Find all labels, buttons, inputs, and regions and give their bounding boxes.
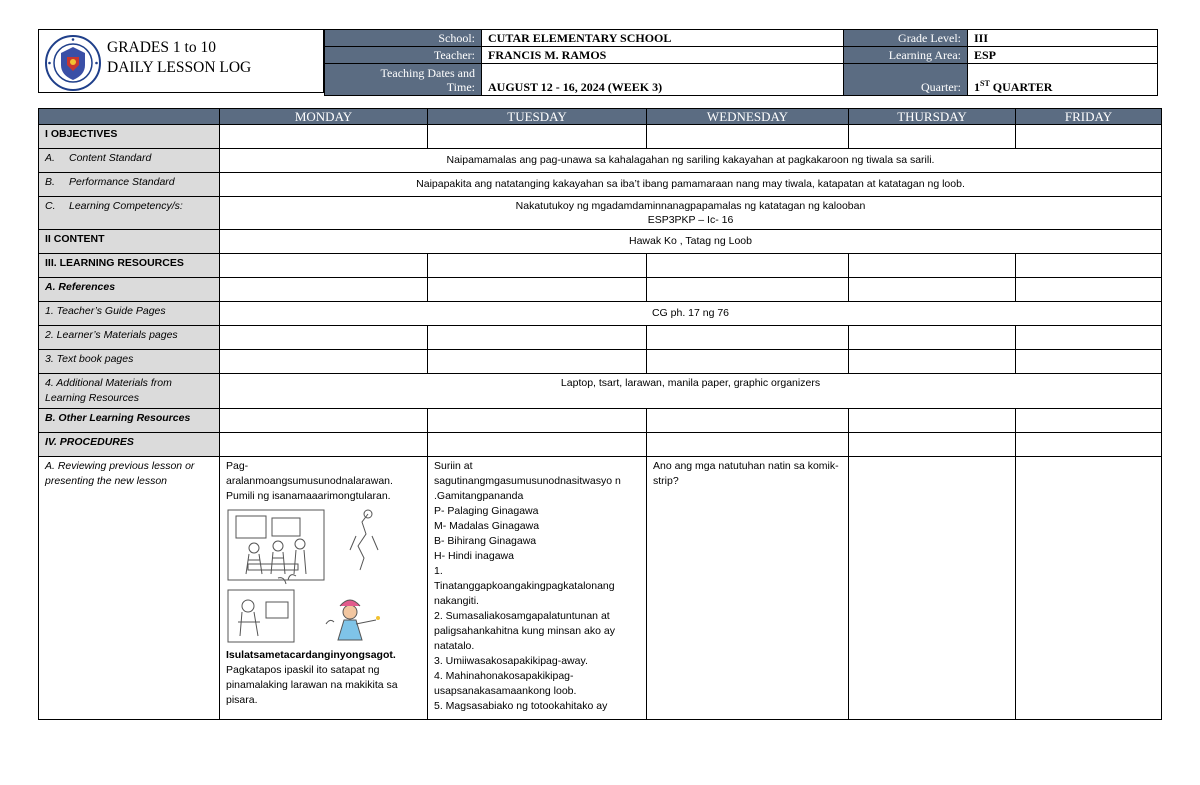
row-objectives <box>39 125 1162 149</box>
school-value: CUTAR ELEMENTARY SCHOOL <box>482 30 844 47</box>
letter-c: C. <box>45 200 56 212</box>
header-info-table <box>324 29 1158 96</box>
tuesday-line-7: Tinatanggapkoangakingpagkatalonang nakangiti. <box>434 580 615 607</box>
tuesday-review-cell <box>428 457 647 720</box>
deped-seal-icon <box>45 35 101 91</box>
row-additional-materials <box>39 374 1162 409</box>
title-line-2: DAILY LESSON LOG <box>107 59 252 76</box>
wednesday-review-cell <box>647 457 849 720</box>
content-value: Hawak Ko , Tatag ng Loob <box>220 230 1162 254</box>
tuesday-line-4: B- Bihirang Ginagawa <box>434 535 537 547</box>
monday-line-3: Pumili ng isanamaaarimongtularan. <box>226 490 391 502</box>
area-label: Learning Area: <box>844 47 968 64</box>
tuesday-line-2: P- Palaging Ginagawa <box>434 505 539 517</box>
cell-empty <box>1016 125 1162 149</box>
cell-empty <box>849 326 1016 350</box>
cell-empty <box>647 254 849 278</box>
cell-empty <box>647 125 849 149</box>
label-content: II CONTENT <box>39 230 220 254</box>
cell-empty <box>220 254 428 278</box>
label-other-resources: B. Other Learning Resources <box>39 409 220 433</box>
corner-cell <box>39 109 220 125</box>
log-title <box>107 38 251 78</box>
header-title-box <box>38 29 324 93</box>
tuesday-line-10: 4. Mahinahonakosapakikipag-usapsanakasamaankong loob. <box>434 670 577 697</box>
cell-empty <box>647 433 849 457</box>
quarter-label: Quarter: <box>844 64 968 96</box>
label-textbook: 3. Text book pages <box>39 350 220 374</box>
letter-b: B. <box>45 176 55 188</box>
label-teachers-guide: 1. Teacher’s Guide Pages <box>39 302 220 326</box>
competency-line-1: Nakatutukoy ng mgadamdaminnanagpapamalas ng katatagan ng kalooban <box>515 200 866 212</box>
thursday-review-cell <box>849 457 1016 720</box>
title-line-1: GRADES 1 to 10 <box>107 39 216 56</box>
row-procedures <box>39 433 1162 457</box>
teacher-label: Teacher: <box>325 47 482 64</box>
area-value: ESP <box>968 47 1158 64</box>
row-references <box>39 278 1162 302</box>
quarter-value <box>968 64 1158 96</box>
cell-empty <box>1016 278 1162 302</box>
cell-empty <box>849 278 1016 302</box>
row-performance-standard <box>39 173 1162 197</box>
cell-empty <box>647 326 849 350</box>
cell-empty <box>647 350 849 374</box>
tuesday-line-11: 5. Magsasabiako ng totookahitako ay <box>434 700 608 712</box>
performance-standard-text: Performance Standard <box>69 176 175 188</box>
day-tuesday: TUESDAY <box>428 109 647 125</box>
cell-empty <box>220 278 428 302</box>
cell-empty <box>849 433 1016 457</box>
tuesday-line-9: 3. Umiiwasakosapakikipag-away. <box>434 655 588 667</box>
cell-empty <box>220 350 428 374</box>
day-thursday: THURSDAY <box>849 109 1016 125</box>
monday-line-5: Pagkatapos ipaskil ito satapat ng pinamalaking larawan na makikita sa pisara. <box>226 664 398 706</box>
cell-empty <box>849 350 1016 374</box>
cell-empty <box>849 409 1016 433</box>
tuesday-line-6: 1. <box>434 565 443 577</box>
friday-review-cell <box>1016 457 1162 720</box>
label-additional-materials: 4. Additional Materials from Learning Resources <box>39 374 220 409</box>
dates-label-line2: Time: <box>446 79 475 94</box>
competency-text: Learning Competency/s: <box>69 200 183 212</box>
cell-empty <box>428 350 647 374</box>
dates-value: AUGUST 12 - 16, 2024 (WEEK 3) <box>482 64 844 96</box>
row-review <box>39 457 1162 720</box>
cell-empty <box>849 125 1016 149</box>
quarter-number: 1 <box>974 80 980 94</box>
monday-line-4: Isulatsametacardanginyongsagot. <box>226 649 396 661</box>
dates-label <box>325 64 482 96</box>
row-competency <box>39 197 1162 230</box>
performance-standard-value: Naipapakita ang natatanging kakayahan sa iba’t ibang pamamaraan nang may tiwala, katapatan at katatagan ng loob. <box>220 173 1162 197</box>
row-resources <box>39 254 1162 278</box>
cell-empty <box>220 326 428 350</box>
cell-empty <box>428 125 647 149</box>
cell-empty <box>1016 433 1162 457</box>
day-friday: FRIDAY <box>1016 109 1162 125</box>
cell-empty <box>220 433 428 457</box>
label-procedures: IV. PROCEDURES <box>39 433 220 457</box>
monday-review-cell <box>220 457 428 720</box>
lesson-log-table <box>38 108 1162 720</box>
monday-line-1: Pag- <box>226 460 249 472</box>
dates-label-line1: Teaching Dates and <box>380 65 475 80</box>
cell-empty <box>428 409 647 433</box>
illustration-image <box>226 506 426 646</box>
label-references: A. References <box>39 278 220 302</box>
quarter-suffix: ST <box>980 79 990 88</box>
tuesday-line-5: H- Hindi inagawa <box>434 550 514 562</box>
grade-value: III <box>968 30 1158 47</box>
row-content-standard <box>39 149 1162 173</box>
label-learners-materials: 2. Learner’s Materials pages <box>39 326 220 350</box>
cell-empty <box>428 433 647 457</box>
label-performance-standard <box>39 173 220 197</box>
label-competency <box>39 197 220 230</box>
cell-empty <box>220 409 428 433</box>
cell-empty <box>1016 326 1162 350</box>
day-header-row <box>39 109 1162 125</box>
day-wednesday: WEDNESDAY <box>647 109 849 125</box>
cell-empty <box>220 125 428 149</box>
content-standard-text: Content Standard <box>69 152 152 164</box>
cell-empty <box>1016 409 1162 433</box>
teacher-value: FRANCIS M. RAMOS <box>482 47 844 64</box>
letter-a: A. <box>45 152 55 164</box>
label-objectives: I OBJECTIVES <box>39 125 220 149</box>
cell-empty <box>647 278 849 302</box>
cell-empty <box>849 254 1016 278</box>
cell-empty <box>1016 254 1162 278</box>
content-standard-value: Naipamamalas ang pag-unawa sa kahalagahan ng sariling kakayahan at pagkakaroon ng tiwala sa sarili. <box>220 149 1162 173</box>
row-content <box>39 230 1162 254</box>
label-content-standard <box>39 149 220 173</box>
monday-line-2: aralanmoangsumusunodnalarawan. <box>226 475 393 487</box>
cell-empty <box>428 254 647 278</box>
row-teachers-guide <box>39 302 1162 326</box>
cell-empty <box>428 278 647 302</box>
cell-empty <box>647 409 849 433</box>
teachers-guide-value: CG ph. 17 ng 76 <box>220 302 1162 326</box>
row-other-resources <box>39 409 1162 433</box>
tuesday-line-3: M- Madalas Ginagawa <box>434 520 540 532</box>
cell-empty <box>428 326 647 350</box>
competency-value <box>220 197 1162 230</box>
day-monday: MONDAY <box>220 109 428 125</box>
label-resources: III. LEARNING RESOURCES <box>39 254 220 278</box>
additional-materials-value: Laptop, tsart, larawan, manila paper, graphic organizers <box>220 374 1162 409</box>
tuesday-line-1: Suriin at sagutinangmgasumusunodnasitwasyo n .Gamitangpananda <box>434 460 621 502</box>
row-textbook <box>39 350 1162 374</box>
tuesday-line-8: 2. Sumasaliakosamgapalatuntunan at paligsahankahitna kung minsan ako ay natatalo. <box>434 610 615 652</box>
row-learners-materials <box>39 326 1162 350</box>
competency-code: ESP3PKP – Ic- 16 <box>647 214 734 226</box>
label-review: A. Reviewing previous lesson or presenting the new lesson <box>39 457 220 720</box>
cell-empty <box>1016 350 1162 374</box>
school-label: School: <box>325 30 482 47</box>
wednesday-line-1: Ano ang mga natutuhan natin sa komik-strip? <box>653 460 839 487</box>
grade-label: Grade Level: <box>844 30 968 47</box>
quarter-text: QUARTER <box>989 80 1053 94</box>
